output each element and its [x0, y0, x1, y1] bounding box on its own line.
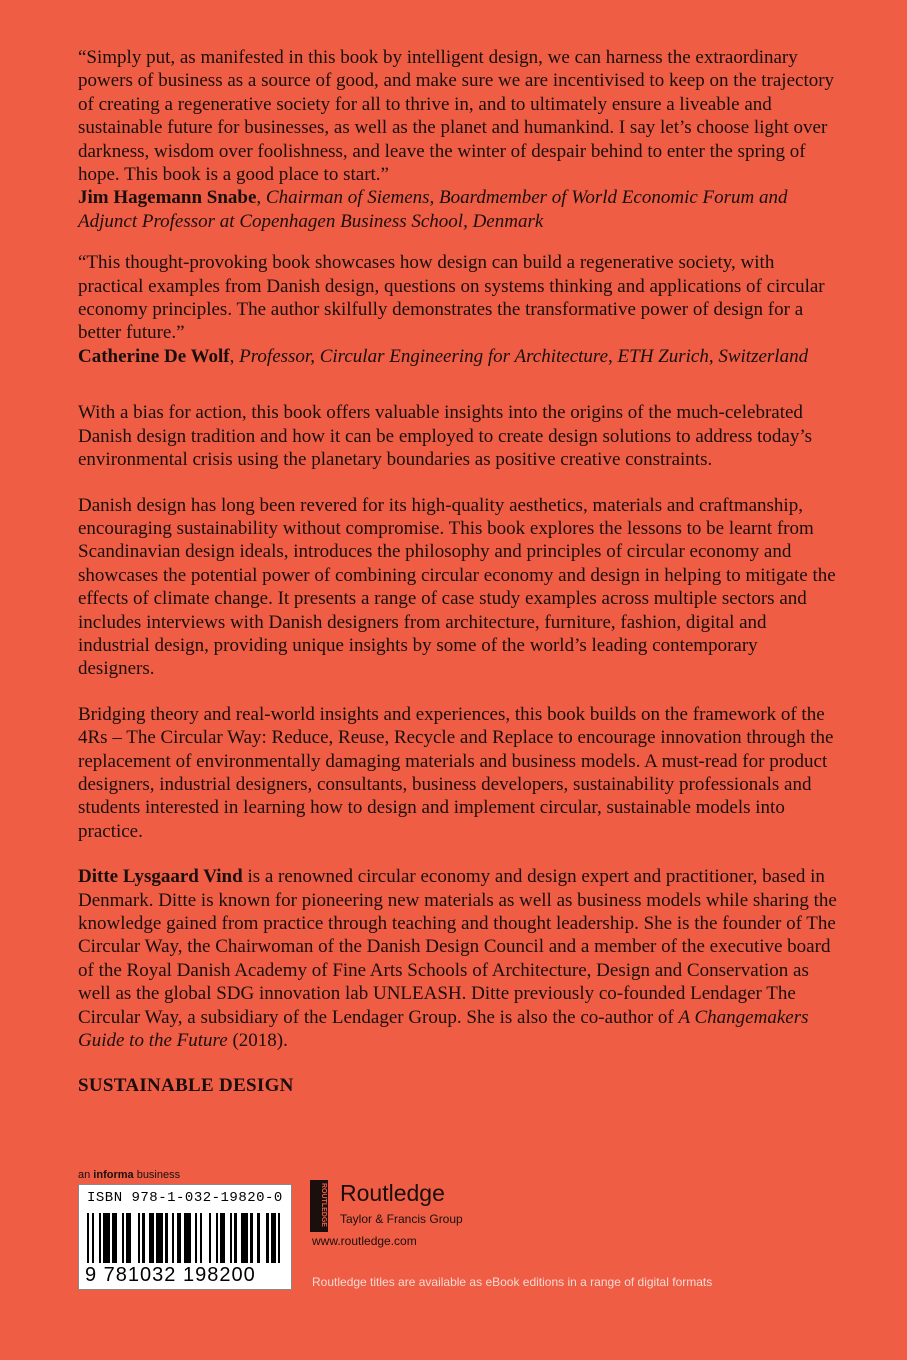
- isbn-number: ISBN 978-1-032-19820-0: [87, 1190, 283, 1206]
- back-cover-text: [78, 46, 838, 1098]
- endorsement-attribution-1: [78, 186, 838, 233]
- publisher-name: Routledge: [340, 1180, 445, 1206]
- informa-suffix: business: [133, 1169, 181, 1181]
- author-book-year: (2018).: [227, 1030, 288, 1052]
- ebook-note: Routledge titles are available as eBook editions in a range of digital formats: [312, 1275, 713, 1289]
- endorsement-attribution-2: [78, 345, 838, 368]
- barcode-bar: [280, 1213, 282, 1263]
- barcode-bar: [260, 1213, 267, 1263]
- description-paragraph-1: With a bias for action, this book offers valuable insights into the origins of the much-celebrated Danish design tradition and how it can be employed to create design solutions to address today’s environmental crisis using the planetary boundaries as positive creative constraints.: [78, 402, 812, 471]
- informa-business-label: [78, 1169, 180, 1181]
- informa-prefix: an: [78, 1169, 94, 1181]
- author-bio-text: is a renowned circular economy and design expert and practitioner, based in Denmark. Ditte is known for pioneering new materials as well as business models while sharing the knowledge gained from practice through teaching and thought leadership. She is the founder of The Circular Way, the Chairwoman of the Danish Design Council and a member of the executive board of the Royal Danish Academy of Fine Arts Schools of Architecture, Design and Conservation as well as the global SDG innovation lab UNLEASH. Ditte previously co-founded Lendager The Circular Way, a subsidiary of the Lendager Group. She is also the co-author of: [78, 866, 837, 1028]
- author-bio: [78, 865, 838, 1052]
- publisher-group: Taylor & Francis Group: [340, 1212, 463, 1226]
- publisher-url[interactable]: www.routledge.com: [312, 1234, 417, 1248]
- endorsement-quote-2: “This thought-provoking book showcases how design can build a regenerative society, with practical examples from Danish design, questions on systems thinking and applications of circular economy principles. The author skilfully demonstrates the transformative power of design for a better future.”: [78, 252, 825, 344]
- svg-text:ROUTLEDGE: ROUTLEDGE: [320, 1183, 327, 1227]
- barcode-bars: [87, 1213, 283, 1263]
- routledge-logo-mark-icon: [310, 1180, 328, 1232]
- barcode-bar: [131, 1213, 138, 1263]
- endorser-role-2: Professor, Circular Engineering for Architecture, ETH Zurich, Switzerland: [239, 345, 809, 367]
- barcode-bar: [241, 1213, 248, 1263]
- endorser-role-1: Chairman of Siemens, Boardmember of World Economic Forum and Adjunct Professor at Copenhagen Business School, Denmark: [78, 187, 788, 232]
- barcode-number: 9 781032 198200: [85, 1264, 256, 1286]
- attribution-separator: ,: [256, 187, 266, 209]
- endorser-name-2: Catherine De Wolf: [78, 345, 230, 367]
- routledge-logo: [310, 1178, 510, 1238]
- author-name: Ditte Lysgaard Vind: [78, 866, 243, 888]
- description-paragraph-3: Bridging theory and real-world insights and experiences, this book builds on the framework of the 4Rs – The Circular Way: Reduce, Reuse, Recycle and Replace to encourage innovation through the replacement of environmentally damaging materials and business models. A must-read for product designers, industrial designers, consultants, business developers, sustainability professionals and students interested in learning how to design and implement circular, sustainable models into practice.: [78, 703, 834, 842]
- barcode-bar: [184, 1213, 191, 1263]
- author-book-title: A Changemakers Guide to the Future: [78, 1006, 809, 1052]
- isbn-barcode: [78, 1184, 292, 1290]
- barcode-bar: [202, 1213, 209, 1263]
- informa-brand: informa: [93, 1169, 134, 1181]
- description-paragraph-2: Danish design has long been revered for its high-quality aesthetics, materials and craftmanship, encouraging sustainability without compromise. This book explores the lessons to be learnt from Scandinavian design ideals, introduces the philosophy and principles of circular economy and showcases the potential power of combining circular economy and design in helping to mitigate the effects of climate change. It presents a range of case study examples across multiple sectors and includes interviews with Danish designers from architecture, furniture, fashion, digital and industrial design, providing unique insights by some of the world’s leading contemporary designers.: [78, 494, 836, 680]
- barcode-bar: [156, 1213, 163, 1263]
- endorsement-quote-1: “Simply put, as manifested in this book by intelligent design, we can harness the extraordinary powers of business as a source of good, and make sure we are incentivised to keep on the trajectory of creating a regenerative society for all to thrive in, and to ultimately ensure a liveable and sustainable future for businesses, as well as the planet and humankind. I say let’s choose light over darkness, wisdom over foolishness, and leave the winter of despair behind to enter the spring of hope. This book is a good place to start.”: [78, 47, 835, 186]
- subject-category: SUSTAINABLE DESIGN: [78, 1075, 294, 1097]
- barcode-bar: [103, 1213, 110, 1263]
- attribution-separator: ,: [229, 345, 240, 367]
- endorser-name-1: Jim Hagemann Snabe: [78, 187, 257, 209]
